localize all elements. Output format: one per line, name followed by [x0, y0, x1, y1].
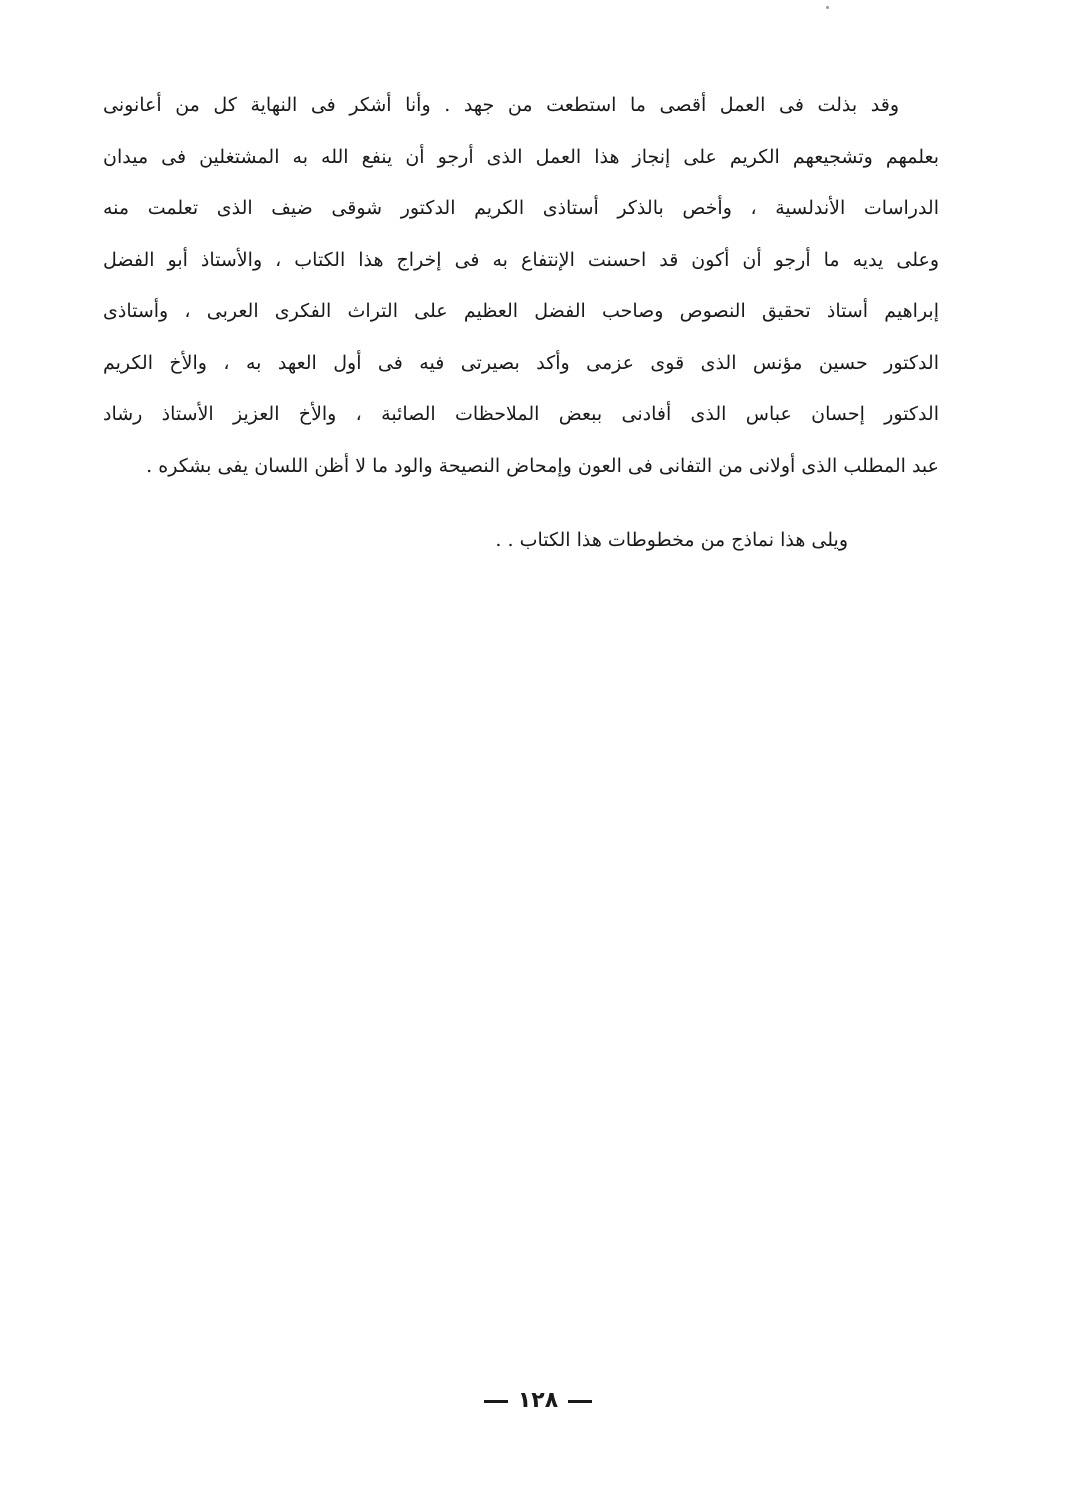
paragraph-line-6: الدكتور حسين مؤنس الذى قوى عزمى وأكد بصيرتى فيه فى أول العهد به ، والأخ الكريم [103, 351, 939, 374]
closing-line: ويلى هذا نماذج من مخطوطات هذا الكتاب . . [495, 529, 848, 551]
page-number-footer [0, 1388, 1076, 1413]
paragraph-line-5: إبراهيم أستاذ تحقيق النصوص وصاحب الفضل العظيم على التراث الفكرى العربى ، وأستاذى [103, 300, 939, 322]
page-number: ١٢٨ [517, 1388, 559, 1413]
acknowledgement-paragraph [103, 80, 939, 492]
scan-speck [826, 6, 829, 9]
paragraph-line-3: الدراسات الأندلسية ، وأخص بالذكر أستاذى الكريم الدكتور شوقى ضيف الذى تعلمت منه [103, 197, 939, 219]
paragraph-line-1: وقد بذلت فى العمل أقصى ما استطعت من جهد . وأنا أشكر فى النهاية كل من أعانونى [103, 94, 899, 116]
left-dash [484, 1400, 508, 1403]
right-dash [568, 1400, 592, 1403]
paragraph-line-7: الدكتور إحسان عباس الذى أفادنى ببعض الملاحظات الصائبة ، والأخ العزيز الأستاذ رشاد [103, 403, 939, 425]
paragraph-line-8: عبد المطلب الذى أولانى من التفانى فى العون وإمحاض النصيحة والود ما لا أظن اللسان يفى بشكره . [146, 454, 939, 477]
paragraph-line-4: وعلى يديه ما أرجو أن أكون قد احسنت الإنتفاع به فى إخراج هذا الكتاب ، والأستاذ أبو الفضل [103, 248, 939, 271]
paragraph-line-2: بعلمهم وتشجيعهم الكريم على إنجاز هذا العمل الذى أرجو أن ينفع الله به المشتغلين فى ميدان [103, 145, 939, 168]
